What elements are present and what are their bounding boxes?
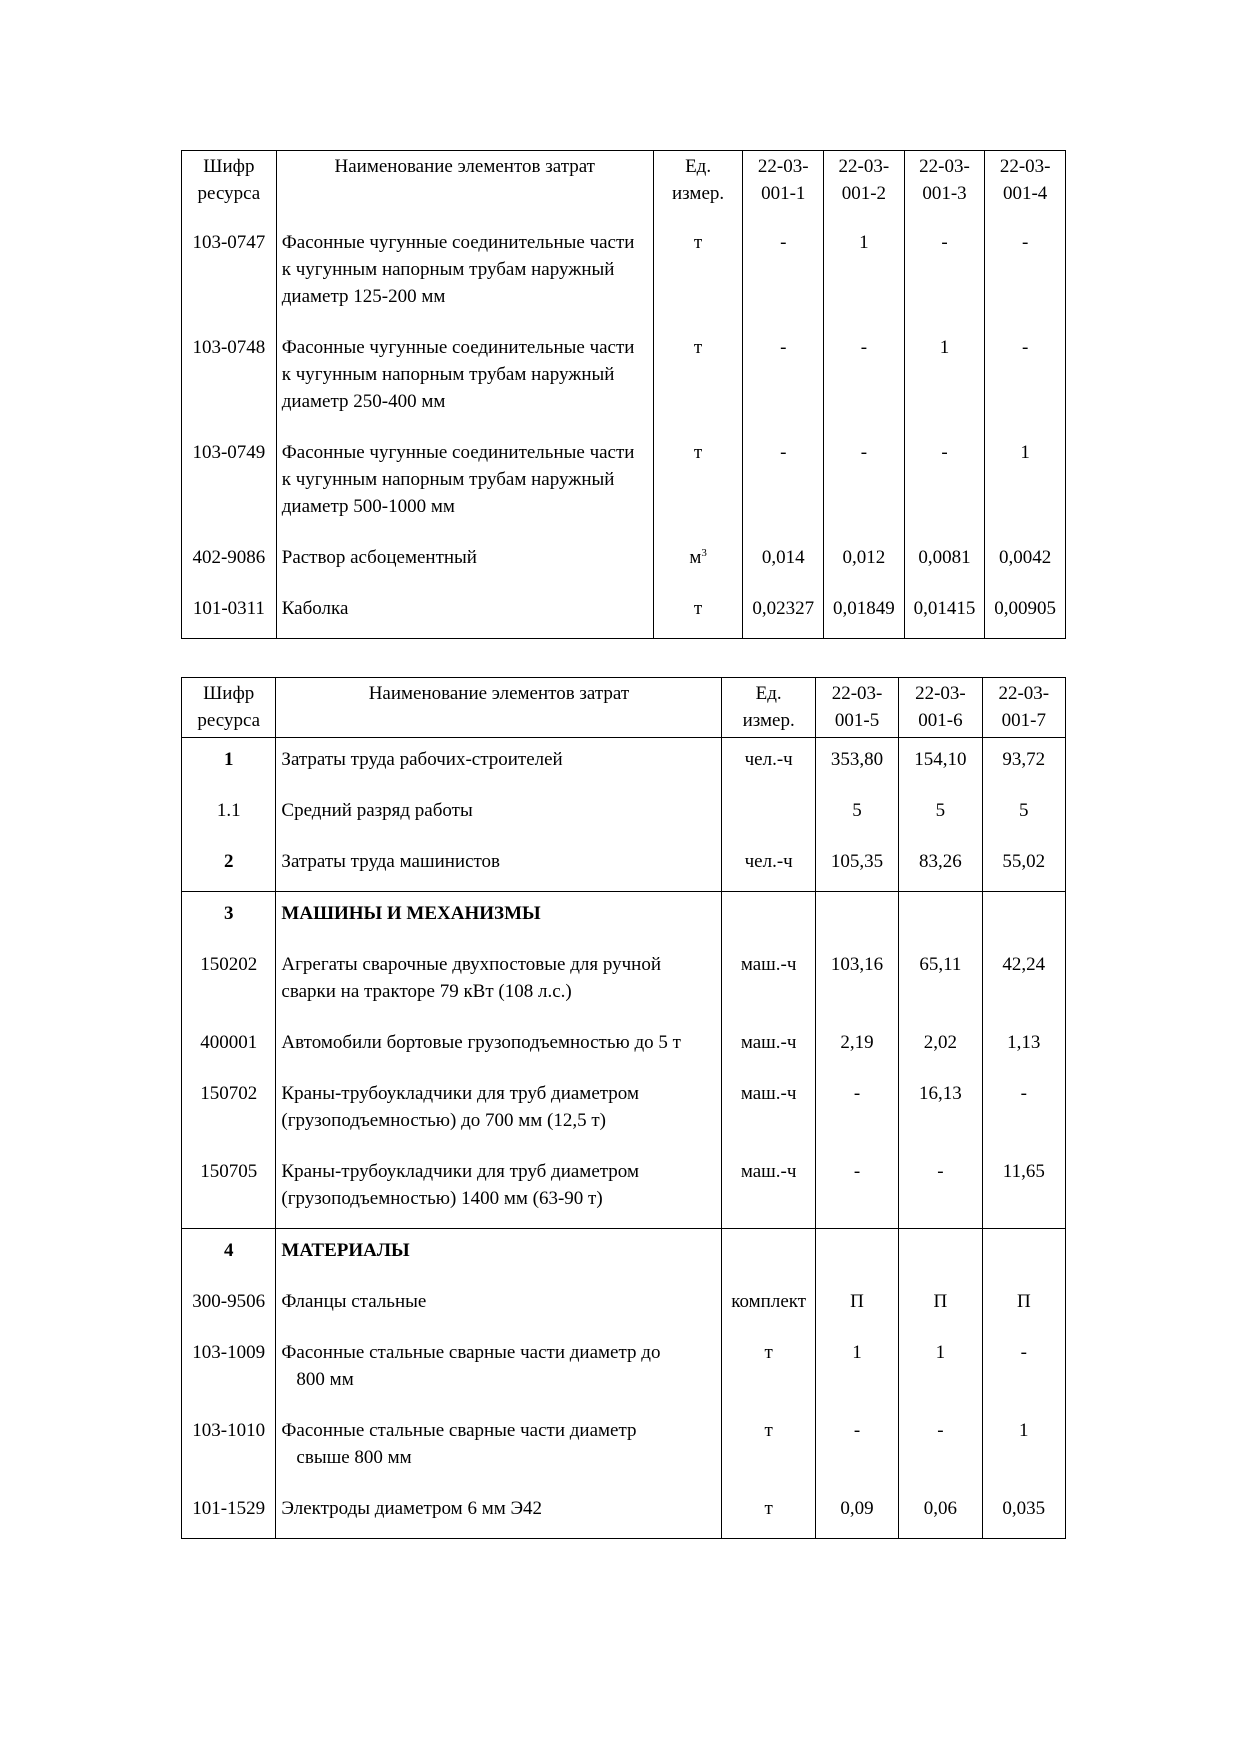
value-cell	[982, 1229, 1065, 1281]
resource-code: 150702	[182, 1072, 276, 1150]
value-cell: 5	[815, 789, 898, 840]
resource-name: Затраты труда машинистов	[276, 840, 722, 892]
value-cell	[815, 892, 898, 944]
resource-name: Краны-трубоукладчики для труб диаметром (грузоподъемностью) до 700 мм (12,5 т)	[276, 1072, 722, 1150]
table-row	[182, 1409, 1066, 1487]
resource-name: Затраты труда рабочих-строителей	[276, 738, 722, 790]
value-cell	[815, 1229, 898, 1281]
value-cell: -	[985, 326, 1066, 431]
resource-name: Раствор асбоцементный	[276, 536, 653, 587]
value-cell: -	[815, 1072, 898, 1150]
table-row	[182, 536, 1066, 587]
resource-name: Фасонные чугунные соединительные части к чугунным напорным трубам наружный диаметр 500-1000 мм	[276, 431, 653, 536]
value-cell: 2,19	[815, 1021, 898, 1072]
value-cell: П	[982, 1280, 1065, 1331]
value-cell: 11,65	[982, 1150, 1065, 1229]
value-cell: 5	[899, 789, 982, 840]
section-row	[182, 1229, 1066, 1281]
value-cell: 0,0042	[985, 536, 1066, 587]
value-cell: 1,13	[982, 1021, 1065, 1072]
value-cell: 0,014	[743, 536, 824, 587]
table-row	[182, 1072, 1066, 1150]
section-title: МАШИНЫ И МЕХАНИЗМЫ	[276, 892, 722, 944]
header-unit: Ед. измер.	[653, 151, 743, 222]
resource-unit	[722, 1229, 815, 1281]
value-cell: 1	[985, 431, 1066, 536]
value-cell: 55,02	[982, 840, 1065, 892]
value-cell: -	[985, 221, 1066, 326]
value-cell: 0,06	[899, 1487, 982, 1539]
section-code: 3	[182, 892, 276, 944]
resource-unit: чел.-ч	[722, 738, 815, 790]
value-cell: 0,01849	[824, 587, 905, 639]
resource-name: Каболка	[276, 587, 653, 639]
table-row	[182, 1150, 1066, 1229]
resource-code: 300-9506	[182, 1280, 276, 1331]
value-cell: 0,02327	[743, 587, 824, 639]
value-cell: 42,24	[982, 943, 1065, 1021]
resource-name: Фасонные чугунные соединительные части к чугунным напорным трубам наружный диаметр 250-400 мм	[276, 326, 653, 431]
value-cell: -	[743, 326, 824, 431]
value-cell: П	[815, 1280, 898, 1331]
resource-unit: т	[722, 1331, 815, 1409]
resource-code: 402-9086	[182, 536, 277, 587]
resource-name: Агрегаты сварочные двухпостовые для ручной сварки на тракторе 79 кВт (108 л.с.)	[276, 943, 722, 1021]
resource-name	[276, 1409, 722, 1487]
value-cell	[982, 892, 1065, 944]
resource-unit: т	[653, 431, 743, 536]
resource-name: Фасонные чугунные соединительные части к чугунным напорным трубам наружный диаметр 125-200 мм	[276, 221, 653, 326]
resource-name: Электроды диаметром 6 мм Э42	[276, 1487, 722, 1539]
resource-code: 1	[182, 738, 276, 790]
value-cell: -	[899, 1409, 982, 1487]
table-header-row	[182, 151, 1066, 222]
resource-name-line-2: 800 мм	[296, 1369, 354, 1390]
value-cell	[899, 1229, 982, 1281]
table-row	[182, 840, 1066, 892]
resource-unit: маш.-ч	[722, 1072, 815, 1150]
unit-exponent: 3	[701, 547, 707, 559]
resource-name: Автомобили бортовые грузоподъемностью до 5 т	[276, 1021, 722, 1072]
value-cell: 83,26	[899, 840, 982, 892]
section-code: 4	[182, 1229, 276, 1281]
resource-code: 1.1	[182, 789, 276, 840]
resource-code: 103-1010	[182, 1409, 276, 1487]
table-row	[182, 326, 1066, 431]
resource-table-2	[181, 677, 1066, 1539]
header-col-1: 22-03-001-1	[743, 151, 824, 222]
resource-name: Краны-трубоукладчики для труб диаметром (грузоподъемностью) 1400 мм (63-90 т)	[276, 1150, 722, 1229]
value-cell: 5	[982, 789, 1065, 840]
value-cell: 103,16	[815, 943, 898, 1021]
resource-code: 103-1009	[182, 1331, 276, 1409]
header-col-2: 22-03-001-2	[824, 151, 905, 222]
table-row	[182, 943, 1066, 1021]
value-cell: -	[982, 1331, 1065, 1409]
value-cell: 0,09	[815, 1487, 898, 1539]
value-cell: 1	[982, 1409, 1065, 1487]
table-row	[182, 587, 1066, 639]
resource-code: 101-0311	[182, 587, 277, 639]
value-cell: -	[904, 431, 985, 536]
header-unit: Ед. измер.	[722, 678, 815, 738]
value-cell: -	[743, 431, 824, 536]
resource-name	[276, 1331, 722, 1409]
value-cell: 154,10	[899, 738, 982, 790]
value-cell: 353,80	[815, 738, 898, 790]
value-cell: П	[899, 1280, 982, 1331]
value-cell: -	[824, 431, 905, 536]
value-cell: 0,012	[824, 536, 905, 587]
resource-code: 103-0749	[182, 431, 277, 536]
value-cell: -	[815, 1150, 898, 1229]
header-code: Шифр ресурса	[182, 151, 277, 222]
value-cell: 2,02	[899, 1021, 982, 1072]
table-row	[182, 738, 1066, 790]
table-row	[182, 1021, 1066, 1072]
table-row	[182, 789, 1066, 840]
header-col-4: 22-03-001-4	[985, 151, 1066, 222]
value-cell: 0,01415	[904, 587, 985, 639]
resource-code: 150202	[182, 943, 276, 1021]
section-row	[182, 892, 1066, 944]
header-col-5: 22-03-001-5	[815, 678, 898, 738]
header-col-7: 22-03-001-7	[982, 678, 1065, 738]
value-cell: -	[982, 1072, 1065, 1150]
resource-code: 103-0748	[182, 326, 277, 431]
resource-code: 150705	[182, 1150, 276, 1229]
value-cell: 1	[824, 221, 905, 326]
resource-name: Средний разряд работы	[276, 789, 722, 840]
resource-name-line-1: Фасонные стальные сварные части диаметр	[281, 1420, 637, 1441]
header-col-3: 22-03-001-3	[904, 151, 985, 222]
value-cell	[899, 892, 982, 944]
value-cell: -	[743, 221, 824, 326]
resource-unit: т	[653, 587, 743, 639]
resource-unit: т	[653, 221, 743, 326]
header-code: Шифр ресурса	[182, 678, 276, 738]
value-cell: 93,72	[982, 738, 1065, 790]
header-name: Наименование элементов затрат	[276, 678, 722, 738]
header-col-6: 22-03-001-6	[899, 678, 982, 738]
resource-code: 103-0747	[182, 221, 277, 326]
value-cell: 0,0081	[904, 536, 985, 587]
resource-unit: маш.-ч	[722, 1150, 815, 1229]
value-cell: -	[904, 221, 985, 326]
header-name: Наименование элементов затрат	[276, 151, 653, 222]
resource-code: 2	[182, 840, 276, 892]
resource-unit	[653, 536, 743, 587]
table-row	[182, 1487, 1066, 1539]
resource-unit	[722, 892, 815, 944]
resource-name-line-2: свыше 800 мм	[296, 1447, 412, 1468]
table-header-row	[182, 678, 1066, 738]
unit-base: м	[689, 547, 702, 568]
table-row	[182, 221, 1066, 326]
resource-unit: т	[722, 1409, 815, 1487]
resource-unit: чел.-ч	[722, 840, 815, 892]
value-cell: -	[815, 1409, 898, 1487]
resource-unit: маш.-ч	[722, 1021, 815, 1072]
resource-unit: маш.-ч	[722, 943, 815, 1021]
resource-table-1	[181, 150, 1066, 639]
value-cell: 16,13	[899, 1072, 982, 1150]
resource-unit	[722, 789, 815, 840]
resource-code: 101-1529	[182, 1487, 276, 1539]
resource-name: Фланцы стальные	[276, 1280, 722, 1331]
value-cell: -	[824, 326, 905, 431]
value-cell: 65,11	[899, 943, 982, 1021]
resource-unit: комплект	[722, 1280, 815, 1331]
table-row	[182, 431, 1066, 536]
value-cell: -	[899, 1150, 982, 1229]
resource-unit: т	[653, 326, 743, 431]
value-cell: 1	[904, 326, 985, 431]
value-cell: 0,035	[982, 1487, 1065, 1539]
value-cell: 1	[899, 1331, 982, 1409]
resource-unit: т	[722, 1487, 815, 1539]
table-row	[182, 1280, 1066, 1331]
table-row	[182, 1331, 1066, 1409]
value-cell: 105,35	[815, 840, 898, 892]
resource-code: 400001	[182, 1021, 276, 1072]
value-cell: 0,00905	[985, 587, 1066, 639]
resource-name-line-1: Фасонные стальные сварные части диаметр до	[281, 1342, 661, 1363]
value-cell: 1	[815, 1331, 898, 1409]
section-title: МАТЕРИАЛЫ	[276, 1229, 722, 1281]
